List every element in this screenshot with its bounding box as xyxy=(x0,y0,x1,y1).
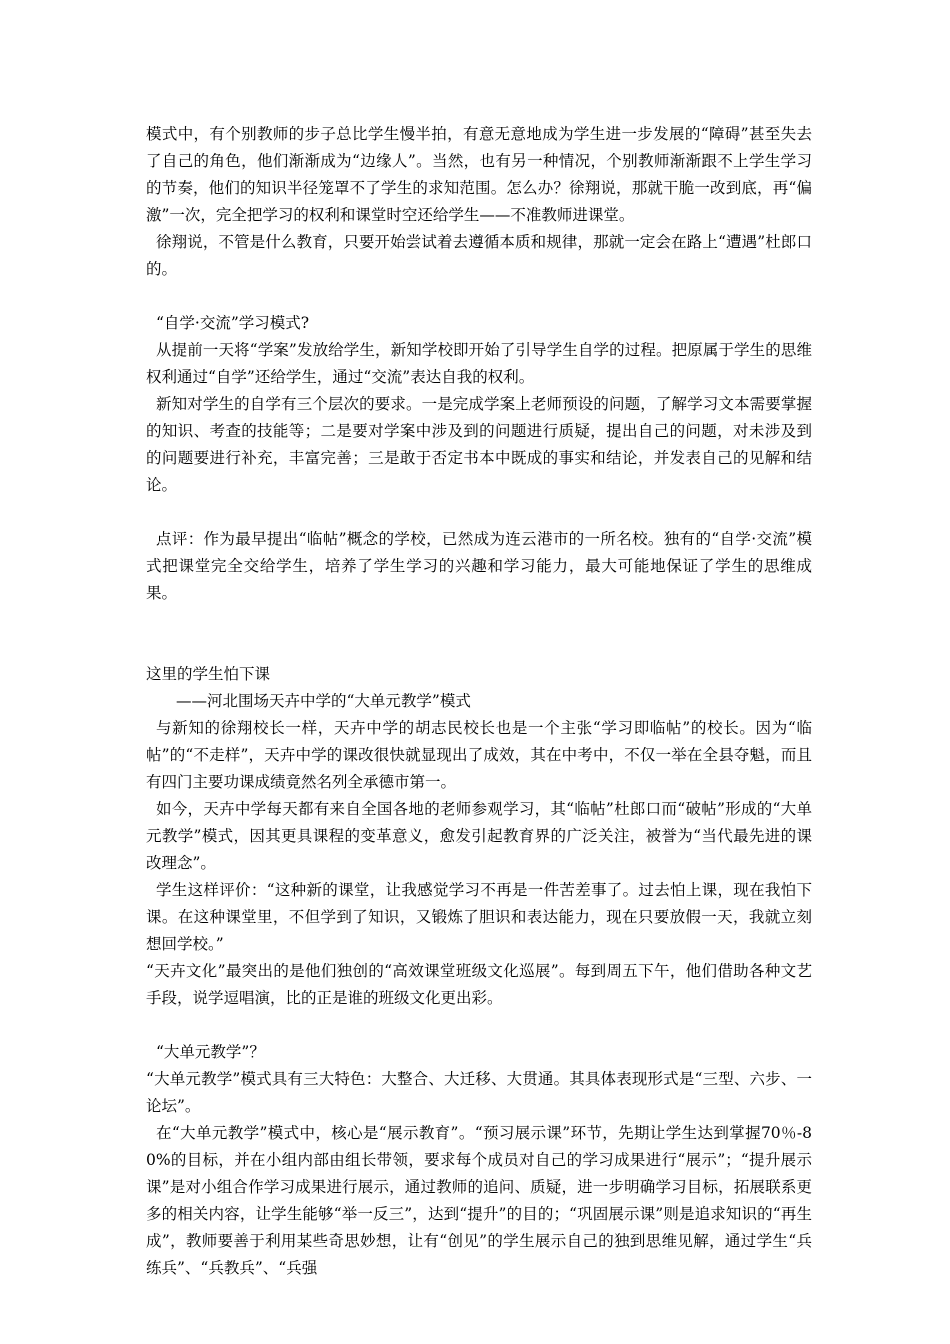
section-heading: “大单元教学”？ xyxy=(156,1043,265,1061)
paragraph: 学生这样评价：“这种新的课堂，让我感觉学习不再是一件苦差事了。过去怕上课，现在我怕下课。在这种课堂里，不但学到了知识，又锻炼了胆识和表达能力，现在只要放假一天，我就立刻想回学校。” xyxy=(146,881,812,953)
paragraph: 新知对学生的自学有三个层次的要求。一是完成学案上老师预设的问题，了解学习文本需要掌握的知识、考查的技能等；二是要对学案中涉及到的问题进行质疑，提出自己的问题，对未涉及到的问题要进行补充，丰富完善；三是敢于否定书本中既成的事实和结论，并发表自己的见解和结论。 xyxy=(146,395,812,494)
blank-line xyxy=(146,499,812,526)
blank-line xyxy=(146,607,812,661)
section-heading: “自学·交流”学习模式? xyxy=(156,314,310,332)
paragraph: “大单元教学”模式具有三大特色：大整合、大迁移、大贯通。其具体表现形式是“三型、六步、一论坛”。 xyxy=(146,1070,812,1115)
document-body xyxy=(146,121,812,1282)
paragraph: 在“大单元教学”模式中，核心是“展示教育”。“预习展示课”环节，先期让学生达到掌握70％-80%的目标，并在小组内部由组长带领，要求每个成员对自己的学习成果进行“展示”；“提升展示课”是对小组合作学习成果进行展示，通过教师的追问、质疑，进一步明确学习目标，拓展联系更多的相关内容，让学生能够“举一反三”，达到“提升”的目的；“巩固展示课”则是追求知识的“再生成”，教师要善于利用某些奇思妙想，让有“创见”的学生展示自己的独到思维见解，通过学生“兵练兵”、“兵教兵”、“兵强 xyxy=(146,1124,812,1277)
paragraph: “天卉文化”最突出的是他们独创的“高效课堂班级文化巡展”。每到周五下午，他们借助各种文艺手段，说学逗唱演，比的正是谁的班级文化更出彩。 xyxy=(146,962,812,1007)
paragraph: 如今，天卉中学每天都有来自全国各地的老师参观学习，其“临帖”杜郎口而“破帖”形成的“大单元教学”模式，因其更具课程的变革意义，愈发引起教育界的广泛关注，被誉为“当代最先进的课改理念”。 xyxy=(146,800,812,872)
article-subtitle: ——河北围场天卉中学的“大单元教学”模式 xyxy=(176,692,471,710)
blank-line xyxy=(146,1012,812,1039)
paragraph: 从提前一天将“学案”发放给学生，新知学校即开始了引导学生自学的过程。把原属于学生的思维权利通过“自学”还给学生，通过“交流”表达自我的权利。 xyxy=(146,341,812,386)
comment-paragraph: 点评：作为最早提出“临帖”概念的学校，已然成为连云港市的一所名校。独有的“自学·交流”模式把课堂完全交给学生，培养了学生学习的兴趣和学习能力，最大可能地保证了学生的思维成果。 xyxy=(146,530,812,602)
blank-line xyxy=(146,283,812,310)
paragraph: 徐翔说，不管是什么教育，只要开始尝试着去遵循本质和规律，那就一定会在路上“遭遇”杜郎口的。 xyxy=(146,233,812,278)
article-title: 这里的学生怕下课 xyxy=(146,665,271,683)
paragraph: 与新知的徐翔校长一样，天卉中学的胡志民校长也是一个主张“学习即临帖”的校长。因为“临帖”的“不走样”，天卉中学的课改很快就显现出了成效，其在中考中，不仅一举在全县夺魁，而且有四门主要功课成绩竟然名列全承德市第一。 xyxy=(146,719,812,791)
paragraph: 模式中，有个别教师的步子总比学生慢半拍，有意无意地成为学生进一步发展的“障碍”甚至失去了自己的角色，他们渐渐成为“边缘人”。当然，也有另一种情况，个别教师渐渐跟不上学生学习的节奏，他们的知识半径笼罩不了学生的求知范围。怎么办？徐翔说，那就干脆一改到底，再“偏激”一次，完全把学习的权利和课堂时空还给学生——不准教师进课堂。 xyxy=(146,125,812,224)
